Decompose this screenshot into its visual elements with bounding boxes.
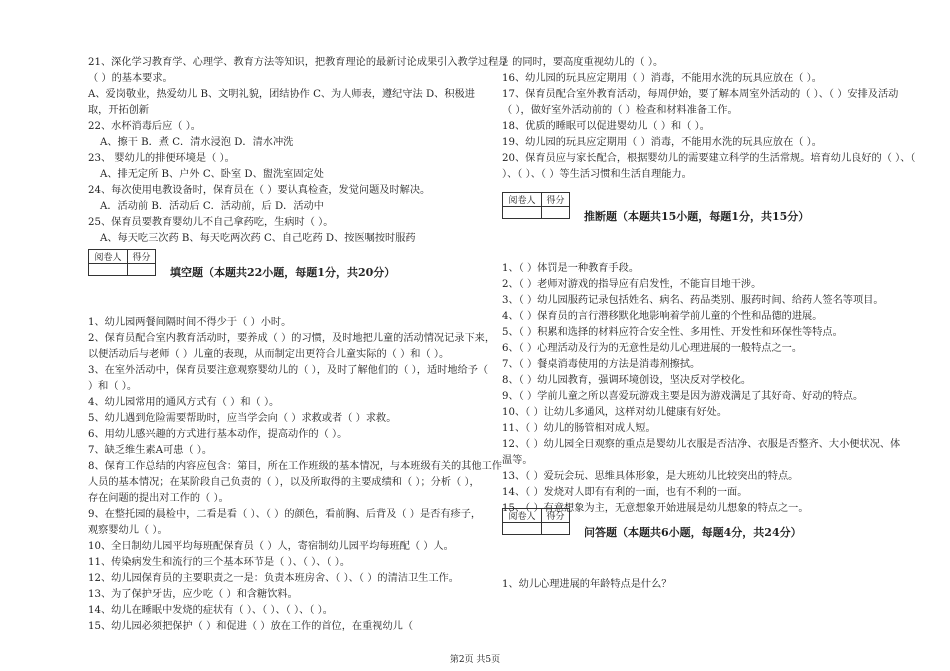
score-table-grader-label: 阅卷人: [89, 250, 128, 264]
judge-line: 12、（ ）幼儿园全日观察的重点是婴幼儿衣服是否洁净、衣服是否整齐、大小便状况、体: [502, 439, 901, 450]
fill-line: 1、幼儿园两餐间隔时间不得少于（ ）小时。: [88, 317, 292, 328]
fill-line: ）和（ ）。: [88, 381, 138, 392]
mc-line: A、每天吃三次药 B、每天吃两次药 C、自己吃药 D、按医嘱按时服药: [100, 233, 416, 244]
fill-line: 15、幼儿园必须把保护（ ）和促进（ ）放在工作的首位，在重视幼儿（: [88, 621, 414, 632]
judge-line: 7、（ ）餐桌消毒使用的方法是消毒剂擦拭。: [502, 359, 701, 370]
score-table-score-label: 得分: [127, 250, 155, 264]
score-table: [88, 249, 156, 276]
page-footer: 第2页 共5页: [449, 655, 501, 665]
fill-line: 14、幼儿在睡眠中发烧的症状有（ ）、（ ）、（ ）、（ ）。: [88, 605, 333, 616]
fill-line: 20、保育员应与家长配合，根据婴幼儿的需要建立科学的生活常规。培育幼儿良好的（ ）、（: [502, 153, 916, 164]
fill-line: 8、保育工作总结的内容应包含：第目，所在工作班级的基本情况，与本班级有关的其他工作: [88, 461, 502, 472]
fill-line: ）的同时，要高度重视幼儿的（ ）。: [502, 57, 664, 68]
fill-line: 4、幼儿园常用的通风方式有（ ）和（ ）。: [88, 397, 280, 408]
fill-line: 10、全日制幼儿园平均每班配保育员（ ）人，寄宿制幼儿园平均每班配（ ）人。: [88, 541, 454, 552]
section-title-fill: 填空题（本题共22小题，每题1分，共20分）: [170, 266, 396, 279]
fill-line: 18、优质的睡眠可以促进婴幼儿（ ）和（ ）。: [502, 121, 710, 132]
mc-line: 25、保育员要教育婴幼儿不自己拿药吃，生病时（ ）。: [88, 217, 334, 228]
fill-line: 9、在整托园的晨检中，二看是看（ ）、（ ）的颜色，看前胸、后背及（ ）是否有疹子，: [88, 509, 482, 520]
judge-line: 温等。: [502, 455, 533, 466]
score-cell: [541, 523, 569, 535]
score-cell: [127, 264, 155, 276]
mc-line: 取，开拓创新: [88, 105, 150, 116]
mc-line: （ ）的基本要求。: [88, 73, 173, 84]
fill-line: 人员的基本情况；在某阶段自己负责的（ ），以及所取得的主要成绩和（ ）；分析（ ），: [88, 477, 480, 488]
judge-line: 1、（ ）体罚是一种教育手段。: [502, 263, 640, 274]
fill-line: 观察婴幼儿（ ）。: [88, 525, 168, 536]
mc-line: 24、每次使用电教设备时，保育员在（ ）要认真检查，发觉问题及时解决。: [88, 185, 431, 196]
mc-line: 22、水杯消毒后应（ ）。: [88, 121, 201, 132]
section-title-qa: 问答题（本题共6小题，每题4分，共24分）: [584, 526, 802, 539]
judge-line: 3、（ ）幼儿园服药记录包括姓名、病名、药品类别、服药时间、给药人签名等项目。: [502, 295, 884, 306]
judge-line: 2、（ ）老师对游戏的指导应有启发性，不能盲目地干涉。: [502, 279, 762, 290]
score-cell: [541, 207, 569, 219]
judge-line: 9、（ ）学前儿童之所以喜爱玩游戏主要是因为游戏满足了其好奇、好动的特点。: [502, 391, 864, 402]
fill-line: 3、在室外活动中，保育员要注意观察婴幼儿的（ ），及时了解他们的（ ），适时地给予（: [88, 365, 489, 376]
fill-line: 存在问题的提出对工作的（ ）。: [88, 493, 229, 504]
fill-line: 11、传染病发生和流行的三个基本环节是（ ）、（ ）、（ ）。: [88, 557, 351, 568]
score-table: [502, 508, 570, 535]
judge-line: 13、（ ）爱玩会玩、思维具体形象，是大班幼儿比较突出的特点。: [502, 471, 799, 482]
judge-line: 8、（ ）幼儿园教育，强调环境创设，坚决反对学校化。: [502, 375, 752, 386]
section-title-judge: 推断题（本题共15小题，每题1分，共15分）: [584, 210, 810, 223]
fill-line: ）、（ ）、（ ）等生活习惯和生活自理能力。: [502, 169, 692, 180]
fill-line: 17、保育员配合室外教育活动，每周伊始，要了解本周室外活动的（ ）、（ ）安排及活动: [502, 89, 899, 100]
fill-line: 16、幼儿园的玩具应定期用（ ）消毒，不能用水洗的玩具应放在（ ）。: [502, 73, 822, 84]
score-table-grader-label: 阅卷人: [503, 193, 542, 207]
judge-line: 10、（ ）让幼儿多通风，这样对幼儿健康有好处。: [502, 407, 728, 418]
mc-line: A、擦干 B．煮 C．清水浸泡 D．清水冲洗: [100, 137, 294, 148]
fill-line: 13、为了保护牙齿，应少吃（ ）和含糖饮料。: [88, 589, 298, 600]
judge-line: 11、（ ）幼儿的肠管相对成人短。: [502, 423, 656, 434]
fill-line: 5、幼儿遇到危险需要帮助时，应当学会向（ ）求救或者（ ）求救。: [88, 413, 397, 424]
score-table-score-label: 得分: [541, 509, 569, 523]
score-table: [502, 192, 570, 219]
fill-line: 以便活动后与老师（ ）儿童的表现，从而制定出更符合儿童实际的（ ）和（ ）。: [88, 349, 450, 360]
qa-line: 1、幼儿心理进展的年龄特点是什么？: [502, 579, 672, 590]
mc-line: A．活动前 B．活动后 C．活动前，后 D．活动中: [100, 201, 324, 212]
fill-line: 19、幼儿园的玩具应定期用（ ）消毒，不能用水洗的玩具应放在（ ）。: [502, 137, 822, 148]
fill-line: （ ），做好室外活动前的（ ）检查和材料准备工作。: [502, 105, 738, 116]
judge-line: 6、（ ）心理活动及行为的无意性是幼儿心理进展的一般特点之一。: [502, 343, 803, 354]
score-table-score-label: 得分: [541, 193, 569, 207]
fill-line: 12、幼儿园保育员的主要职责之一是：负责本班房舍、（ ）、（ ）的清洁卫生工作。: [88, 573, 459, 584]
judge-line: 14、（ ）发烧对人即有有利的一面，也有不利的一面。: [502, 487, 748, 498]
mc-line: 21、深化学习教育学、心理学、教育方法等知识，把教育理论的最新讨论成果引入教学过程是: [88, 57, 509, 68]
mc-line: 23、 婴幼儿的排便环境是（ ）。: [88, 153, 235, 164]
fill-line: 7、缺乏维生素A可患（ ）。: [88, 445, 213, 456]
grader-cell: [503, 207, 542, 219]
mc-line: A、爱岗敬业，热爱幼儿 B、文明礼貌，团结协作 C、为人师表，遵纪守法 D、积极进: [88, 89, 475, 100]
judge-line: 5、（ ）积累和选择的材料应符合安全性、多用性、开发性和环保性等特点。: [502, 327, 843, 338]
mc-line: A、排无定所 B、户外 C、卧室 D、盥洗室固定处: [100, 169, 324, 180]
fill-line: 2、保育员配合室内教育活动时，要养成（ ）的习惯，及时地把儿童的活动情况记录下来，: [88, 333, 496, 344]
fill-line: 6、用幼儿感兴趣的方式进行基本动作，提高动作的（ ）。: [88, 429, 348, 440]
score-table-grader-label: 阅卷人: [503, 509, 542, 523]
grader-cell: [89, 264, 128, 276]
judge-line: 15、（ ）有意想象为主，无意想象开始进展是幼儿想象的特点之一。: [502, 503, 809, 514]
judge-line: 4、（ ）保育员的言行潜移默化地影响着学前儿童的个性和品德的进展。: [502, 311, 823, 322]
grader-cell: [503, 523, 542, 535]
